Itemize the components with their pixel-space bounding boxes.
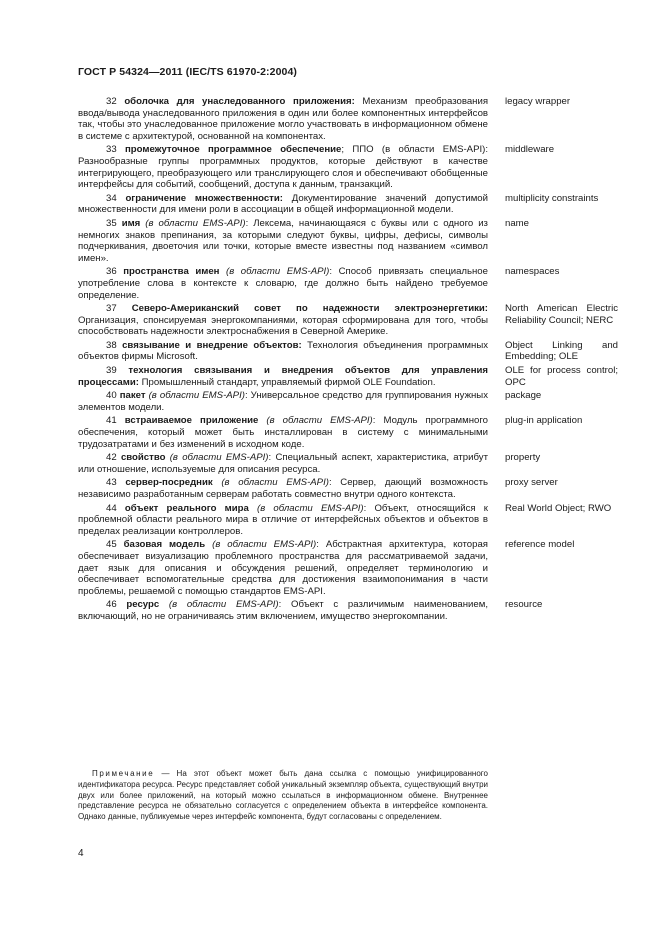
term-definition (78, 303, 488, 338)
page-number: 4 (78, 848, 84, 859)
definition-text: Способ привязать специальное употребление слова в контексте к словарю, где должно быть найдено требуемое определение. (78, 266, 488, 301)
note-label: Примечание (92, 769, 155, 778)
definition-text: Документирование значений допустимой множественности для имени роли в ассоциации в общей информационной модели. (78, 192, 488, 216)
term-domain: (в области EMS-API) (266, 415, 373, 427)
term-number: 37 (106, 303, 117, 315)
term-domain: (в области EMS-API) (145, 217, 246, 229)
term-number: 45 (106, 539, 117, 551)
term-entry (78, 599, 618, 622)
english-equivalent: multiplicity constraints (505, 192, 599, 204)
term-entry (78, 503, 618, 538)
term-definition (78, 96, 488, 142)
definition-text: Универсальное средство для группирования нужных элементов модели. (78, 390, 488, 413)
term-domain: (в области EMS-API) (148, 390, 245, 402)
term-definition (78, 477, 488, 500)
term-number: 33 (106, 144, 117, 156)
term-number: 46 (106, 599, 117, 611)
term-entry (78, 340, 618, 363)
term-name: пространства имен (123, 266, 220, 278)
term-number: 32 (106, 96, 117, 107)
term-separator: : (244, 390, 251, 402)
english-equivalent: plug-in application (505, 415, 583, 427)
term-number: 44 (106, 502, 117, 514)
term-separator: : (372, 415, 384, 427)
term-entry (78, 452, 618, 475)
term-name: Северо-Американский совет по надежности электроэнергетики: (131, 303, 488, 315)
term-entry (78, 390, 618, 413)
term-definition (78, 390, 488, 413)
term-separator: ; (341, 144, 353, 156)
term-number: 40 (106, 390, 117, 402)
english-equivalent: name (505, 217, 529, 229)
term-number: 34 (106, 192, 117, 204)
term-entry (78, 218, 618, 264)
term-name: ограничение множественности: (125, 192, 283, 204)
term-name: промежуточное программное обеспечение (124, 144, 342, 156)
term-definition (78, 415, 488, 450)
term-separator (283, 193, 292, 204)
term-number: 42 (106, 452, 117, 464)
term-separator: : (328, 477, 341, 489)
term-definition (78, 599, 488, 622)
term-separator: : (278, 599, 291, 611)
definition-text: Сервер, дающий возможность независимо разработанным серверам работать совместно внутри одного контекста. (78, 477, 488, 500)
definition-text: Специальный аспект, характеристика, атрибут или отношение, используемые для описания ресурса. (78, 452, 488, 475)
term-number: 41 (106, 415, 117, 427)
term-name: объект реального мира (124, 502, 249, 514)
definition-text: Организация, спонсируемая энергокомпаниями, которая сформирована для того, чтобы способствовать надежности электроснабжения в Северной Америке. (78, 314, 488, 338)
term-separator: : (316, 539, 326, 551)
term-separator: : (363, 502, 375, 514)
english-equivalent: OLE for process control; OPC (505, 365, 618, 388)
term-entry (78, 539, 618, 597)
term-name: встраиваемое приложение (124, 415, 259, 427)
term-entry (78, 193, 618, 216)
term-definition (78, 365, 488, 388)
definition-text: ППО (в области EMS-API): Разнообразные группы программных продуктов, которые действуют в качестве интегрирующего, преобразующего или транслирующего слоя и обеспечивают обобщенные интерфейсы для событий, сообщений, доступа к данным, транзакций. (78, 144, 488, 191)
term-domain: (в области EMS-API) (168, 599, 279, 611)
term-name: базовая модель (123, 539, 206, 551)
term-name: ресурс (126, 599, 160, 611)
note-paragraph (78, 769, 488, 823)
term-domain: (в области EMS-API) (212, 539, 317, 551)
english-equivalent: North American Electric Reliability Council; NERC (505, 303, 618, 326)
definition-text: Лексема, начинающаяся с буквы или с одного из немногих знаков препинания, за которыми следуют буквы, цифры, дефисы, символы подчеркивания, двоеточия или точки, которые вместе известны под названием «символ имен». (78, 217, 488, 264)
term-name: пакет (119, 390, 146, 402)
english-equivalent: resource (505, 599, 543, 611)
term-definition (78, 266, 488, 301)
document-header: ГОСТ Р 54324—2011 (IEC/TS 61970-2:2004) (78, 66, 297, 78)
term-definition (78, 340, 488, 363)
term-number: 39 (106, 365, 117, 377)
term-list (78, 96, 618, 625)
term-entry (78, 365, 618, 388)
term-domain: (в области EMS-API) (169, 452, 269, 464)
english-equivalent: namespaces (505, 266, 560, 278)
term-name: оболочка для унаследованного приложения: (124, 96, 355, 107)
term-number: 35 (106, 217, 117, 229)
definition-text: Объект, относящийся к проблемной области реального мира в отличие от интерфейсных объектов и объектов в пределах реализации контроллеров. (78, 502, 489, 537)
english-equivalent: package (505, 390, 542, 402)
term-separator: : (268, 452, 276, 464)
definition-text: Технология объединения программных объектов фирмы Microsoft. (78, 339, 489, 363)
term-separator: : (245, 217, 254, 229)
english-equivalent: Real World Object; RWO (505, 502, 612, 514)
term-definition (78, 452, 488, 475)
term-definition (78, 144, 488, 190)
term-domain: (в области EMS-API) (226, 266, 330, 278)
english-equivalent: Object Linking and Embedding; OLE (505, 339, 618, 363)
term-definition (78, 218, 488, 264)
english-equivalent: legacy wrapper (505, 96, 571, 107)
english-equivalent: reference model (505, 539, 575, 551)
definition-text: Промышленный стандарт, управляемый фирмой OLE Foundation. (141, 376, 436, 388)
term-domain: (в области EMS-API) (257, 502, 364, 514)
definition-text: Механизм преобразования ввода/вывода унаследованного приложения в один или более компонентных интерфейсов так, чтобы это унаследованное приложение могло участвовать в информационном обмене в системе с архитектурой, основанной на компонентах. (78, 96, 489, 142)
term-number: 43 (106, 477, 117, 489)
term-entry (78, 96, 618, 142)
definition-text: Абстрактная архитектура, которая обеспечивает визуализацию проблемного пространства для рассматриваемой задачи, дает язык для описания и обсуждения решений, определяет терминологию и обеспечивает вспомогательные средства для достижения взаимопонимания в части проблемы, решаемой с помощью стандартов EMS-API. (78, 539, 489, 597)
term-name: связывание и внедрение объектов: (122, 339, 302, 351)
note-text: — На этот объект может быть дана ссылка с помощью унифицированного идентификатора ресурса. Ресурс представляет собой уникальный экземпляр объекта, существующий внутри двух или более приложений, на который можно ссылаться в информационном обмене. Внутреннее представление ресурса не обязательно согласуется с определением объекта в интерфейсе компонента. Однако данные, публикуемые через интерфейс компонента, будут согласованы с определением. (78, 769, 488, 822)
definition-text: Объект с различимым наименованием, включающий, но не ограничиваясь этим включением, имущество энергокомпании. (78, 599, 488, 622)
term-separator: : (329, 266, 339, 278)
term-name: сервер-посредник (125, 477, 213, 489)
term-definition (78, 539, 488, 597)
term-entry (78, 144, 618, 190)
term-entry (78, 303, 618, 338)
term-entry (78, 266, 618, 301)
english-equivalent: proxy server (505, 477, 558, 489)
term-name: свойство (120, 452, 166, 464)
term-definition (78, 193, 488, 216)
term-number: 36 (106, 266, 117, 278)
term-definition (78, 503, 488, 538)
definition-text: Модуль программного обеспечения, который может быть инсталлирован в систему с минимальными трудозатратами и без изменений в исходном коде. (78, 415, 489, 450)
term-name: имя (121, 217, 141, 229)
english-equivalent: middleware (505, 144, 555, 156)
english-equivalent: property (505, 452, 541, 464)
term-entry (78, 477, 618, 500)
term-domain: (в области EMS-API) (221, 477, 329, 489)
term-number: 38 (106, 339, 117, 351)
term-entry (78, 415, 618, 450)
term-name: технология связывания и внедрения объектов для управления процессами: (78, 365, 488, 388)
